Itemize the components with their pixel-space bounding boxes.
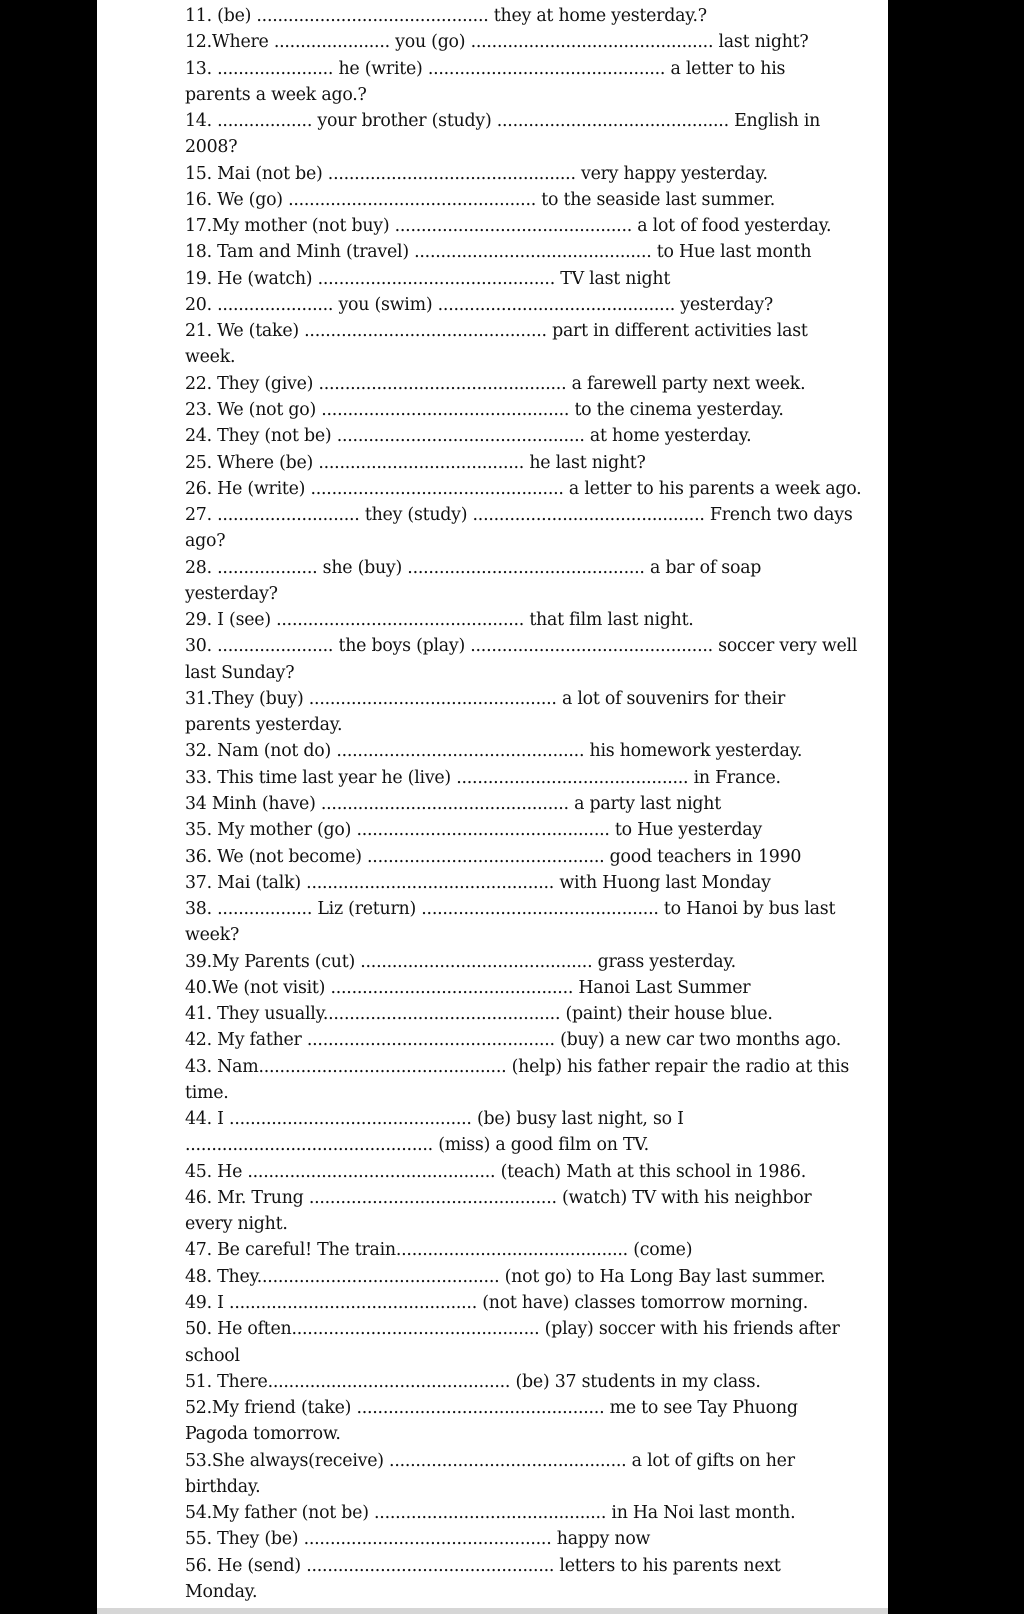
exercise-line: 12.Where ...................... you (go) .............................................. last night? (185, 32, 809, 53)
exercise-line: 33. This time last year he (live) ............................................ in France. (185, 767, 781, 788)
exercise-line: 17.My mother (not buy) ............................................. a lot of food yesterday. (185, 216, 832, 237)
exercise-line: last Sunday? (185, 662, 295, 683)
exercise-line: school (185, 1345, 240, 1366)
bottom-edge (97, 1608, 888, 1614)
exercise-line: 37. Mai (talk) ............................................... with Huong last Monday (185, 872, 771, 893)
exercise-line: 45. He ............................................... (teach) Math at this school in 1986. (185, 1161, 806, 1182)
exercise-line: 24. They (not be) ............................................... at home yesterday. (185, 426, 752, 447)
exercise-line: 43. Nam............................................... (help) his father repair the radio at this (185, 1056, 849, 1077)
exercise-line: parents a week ago.? (185, 84, 367, 105)
exercise-line: 41. They usually............................................. (paint) their house blue. (185, 1004, 773, 1025)
exercise-line: 35. My mother (go) ................................................ to Hue yesterday (185, 820, 762, 841)
exercise-line: yesterday? (185, 583, 278, 604)
exercise-line: 2008? (185, 137, 238, 158)
exercise-line: 53.She always(receive) ............................................. a lot of gifts on her (185, 1450, 795, 1471)
exercise-line: 40.We (not visit) .............................................. Hanoi Last Summer (185, 977, 751, 998)
exercise-line: 14. .................. your brother (study) ............................................ English in (185, 111, 821, 132)
exercise-line: 21. We (take) .............................................. part in different activities last (185, 321, 808, 342)
exercise-line: 28. ................... she (buy) ............................................. a bar of soap (185, 557, 762, 578)
exercise-line: 50. He often............................................... (play) soccer with his friends after (185, 1319, 840, 1340)
exercise-line: 49. I ............................................... (not have) classes tomorrow morning. (185, 1293, 809, 1314)
exercise-line: birthday. (185, 1476, 261, 1497)
exercise-list (185, 3, 885, 1605)
exercise-line: 54.My father (not be) ............................................ in Ha Noi last month. (185, 1503, 796, 1524)
exercise-line: 26. He (write) ................................................ a letter to his parents a week ago. (185, 478, 862, 499)
exercise-line: Monday. (185, 1581, 258, 1602)
exercise-line: Pagoda tomorrow. (185, 1424, 341, 1445)
exercise-line: parents yesterday. (185, 715, 343, 736)
exercise-line: every night. (185, 1214, 288, 1235)
exercise-line: ago? (185, 531, 226, 552)
exercise-line: 51. There.............................................. (be) 37 students in my class. (185, 1371, 761, 1392)
exercise-line: 29. I (see) ............................................... that film last night. (185, 610, 694, 631)
exercise-line: 11. (be) ............................................ they at home yesterday.? (185, 6, 707, 26)
exercise-line: 56. He (send) ............................................... letters to his parents next (185, 1555, 781, 1576)
exercise-line: time. (185, 1082, 229, 1103)
exercise-line: 23. We (not go) ............................................... to the cinema yesterday. (185, 399, 784, 420)
exercise-line: 13. ...................... he (write) ............................................. a letter to his (185, 58, 786, 79)
exercise-line: week? (185, 925, 240, 946)
exercise-line: 34 Minh (have) ............................................... a party last night (185, 793, 721, 814)
exercise-line: 30. ...................... the boys (play) .............................................. soccer very well (185, 636, 858, 657)
exercise-line: 46. Mr. Trung ............................................... (watch) TV with his neighbor (185, 1187, 812, 1208)
exercise-line: 15. Mai (not be) ............................................... very happy yesterday. (185, 163, 768, 184)
exercise-line: 27. ........................... they (study) ............................................ French two days (185, 505, 853, 526)
exercise-line: 20. ...................... you (swim) ............................................. yesterday? (185, 294, 774, 315)
exercise-line: 44. I .............................................. (be) busy last night, so I (185, 1109, 684, 1130)
exercise-line: 16. We (go) ............................................... to the seaside last summer. (185, 189, 776, 210)
exercise-line: week. (185, 347, 236, 368)
worksheet-page (97, 0, 888, 1608)
exercise-line: 31.They (buy) ............................................... a lot of souvenirs for their (185, 688, 786, 709)
exercise-line: 48. They.............................................. (not go) to Ha Long Bay last summer. (185, 1266, 826, 1287)
exercise-line: 36. We (not become) ............................................. good teachers in 1990 (185, 846, 802, 867)
exercise-line: 25. Where (be) ....................................... he last night? (185, 452, 646, 473)
exercise-line: 32. Nam (not do) ............................................... his homework yesterday. (185, 741, 803, 762)
exercise-line: 18. Tam and Minh (travel) ............................................. to Hue last month (185, 242, 812, 263)
exercise-line: 19. He (watch) ............................................. TV last night (185, 268, 671, 289)
exercise-line: 42. My father ............................................... (buy) a new car two months ago. (185, 1030, 841, 1051)
exercise-line: 52.My friend (take) ............................................... me to see Tay Phuong (185, 1398, 798, 1419)
exercise-line: 38. .................. Liz (return) ............................................. to Hanoi by bus last (185, 899, 836, 920)
exercise-line: 47. Be careful! The train............................................ (come) (185, 1240, 693, 1261)
exercise-line: 39.My Parents (cut) ............................................ grass yesterday. (185, 951, 736, 972)
exercise-line: ............................................... (miss) a good film on TV. (185, 1135, 649, 1156)
exercise-line: 55. They (be) ............................................... happy now (185, 1529, 651, 1550)
exercise-line: 22. They (give) ............................................... a farewell party next week. (185, 373, 806, 394)
